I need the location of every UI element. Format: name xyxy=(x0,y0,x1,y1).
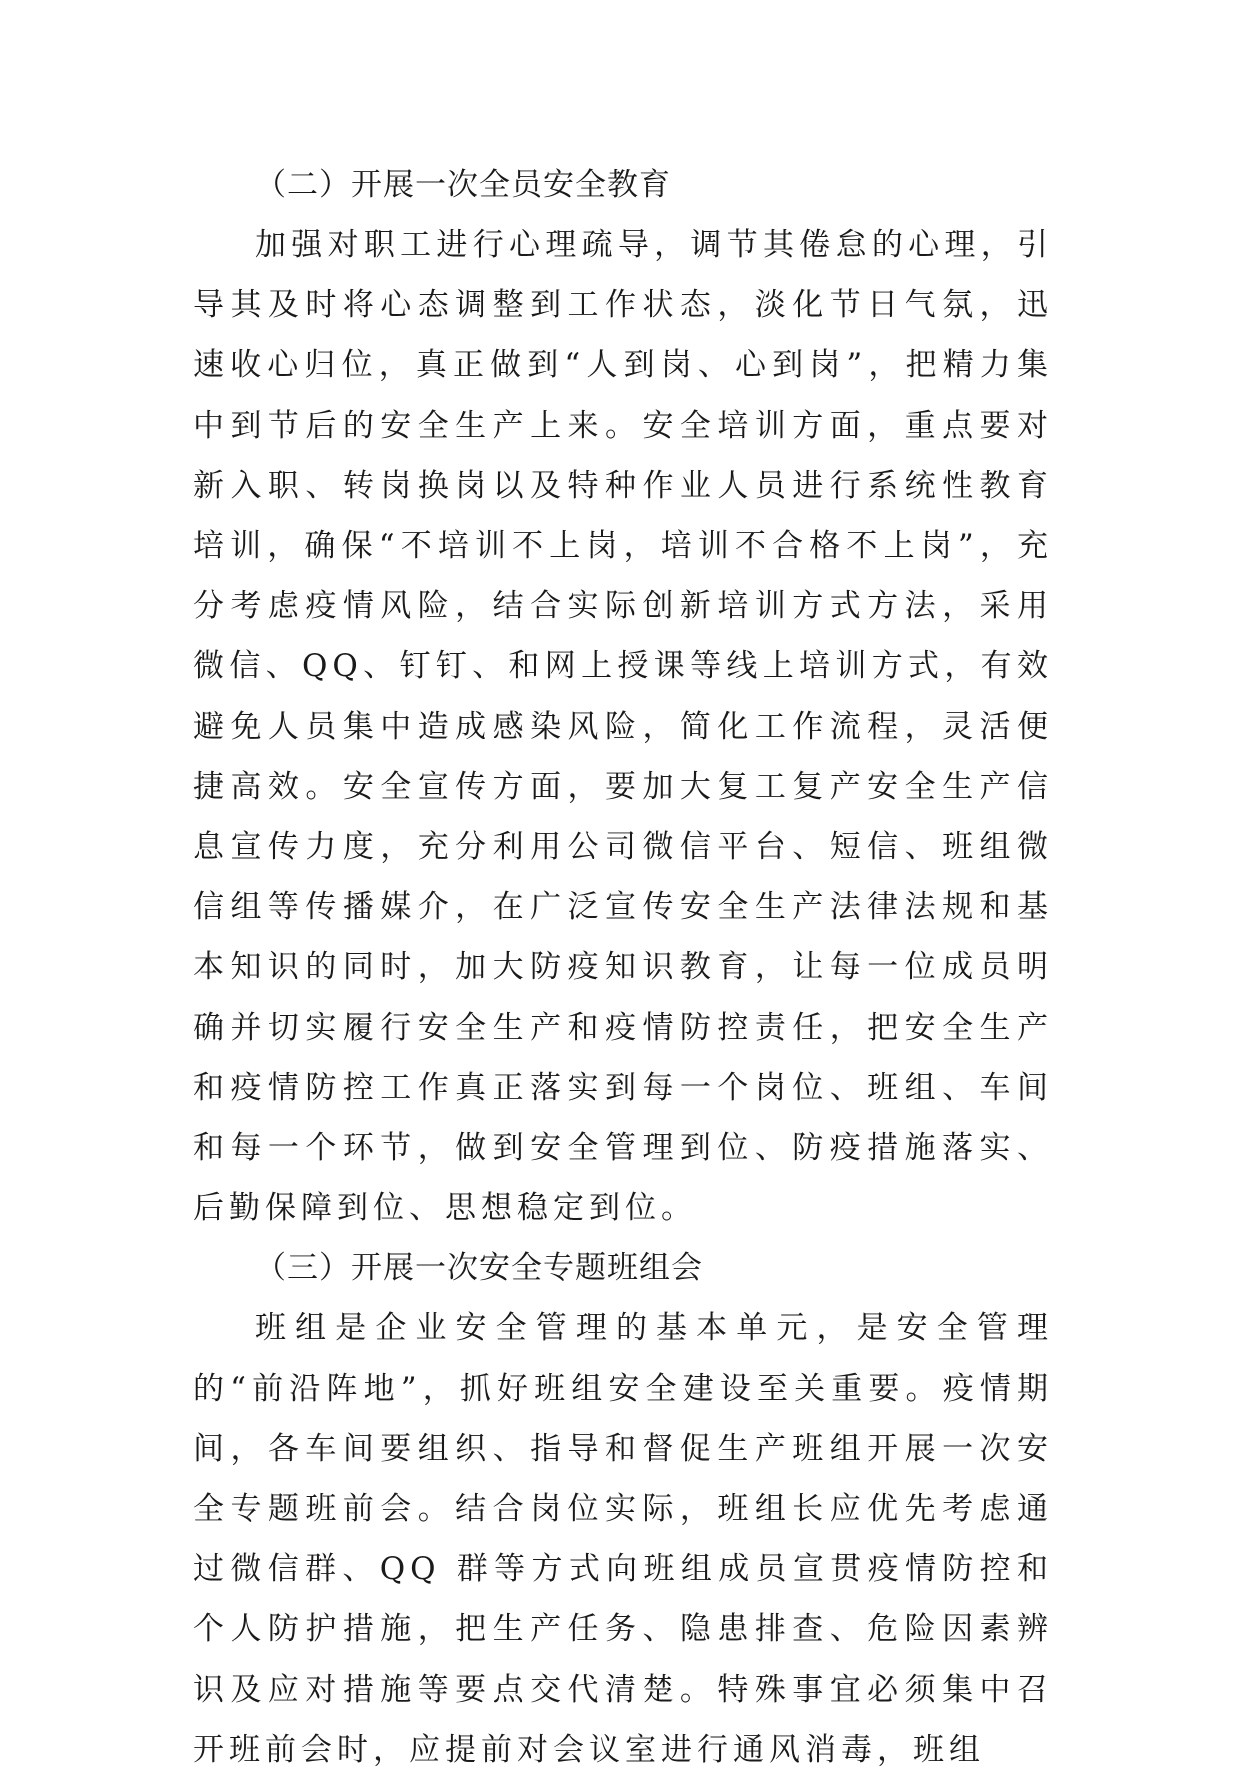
section-paragraph-2: 加强对职工进行心理疏导，调节其倦怠的心理，引导其及时将心态调整到工作状态，淡化节日气氛，迅速收心归位，真正做到“人到岗、心到岗”，把精力集中到节后的安全生产上来。安全培训方面，重点要对新入职、转岗换岗以及特种作业人员进行系统性教育培训，确保“不培训不上岗，培训不合格不上岗”，充分考虑疫情风险，结合实际创新培训方式方法，采用微信、QQ、钉钉、和网上授课等线上培训方式，有效避免人员集中造成感染风险，简化工作流程，灵活便捷高效。安全宣传方面，要加大复工复产安全生产信息宣传力度，充分利用公司微信平台、短信、班组微信组等传播媒介，在广泛宣传安全生产法律法规和基本知识的同时，加大防疫知识教育，让每一位成员明确并切实履行安全生产和疫情防控责任，把安全生产和疫情防控工作真正落实到每一个岗位、班组、车间和每一个环节，做到安全管理到位、防疫措施落实、后勤保障到位、思想稳定到位。 xyxy=(193,227,1053,1227)
section-paragraph-3: 班组是企业安全管理的基本单元，是安全管理的“前沿阵地”，抓好班组安全建设至关重要。疫情期间，各车间要组织、指导和督促生产班组开展一次安全专题班前会。结合岗位实际，班组长应优先考虑通过微信群、QQ 群等方式向班组成员宣贯疫情防控和个人防护措施，把生产任务、隐患排查、危险因素辨识及应对措施等要点交代清楚。特殊事宜必须集中召开班前会时，应提前对会议室进行通风消毒，班组 xyxy=(193,1310,1053,1768)
section-heading-3: （三）开展一次安全专题班组会 xyxy=(255,1250,703,1287)
section-heading-2: （二）开展一次全员安全教育 xyxy=(255,167,671,203)
document-body xyxy=(193,155,1053,1780)
